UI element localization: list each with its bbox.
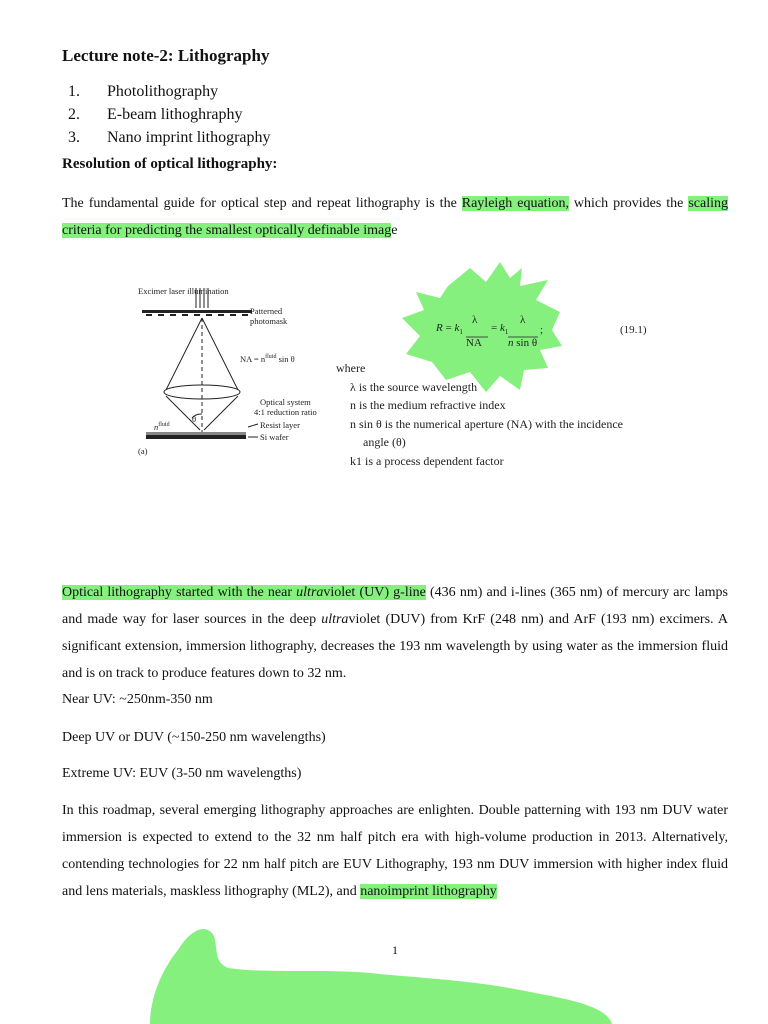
photomask-label: Patterned photomask (250, 306, 288, 326)
optical-system-label: Optical system 4:1 reduction ratio (254, 397, 317, 417)
rayleigh-equation: $R = k_1$ (436, 322, 463, 337)
extreme-uv-line: Extreme UV: EUV (3-50 nm wavelengths) (62, 766, 302, 781)
highlight: nanoimprint lithography (360, 884, 497, 899)
theta-label: θ (192, 414, 197, 424)
equation-number: (19.1) (620, 324, 647, 336)
highlight: Rayleigh equation, (461, 196, 569, 211)
na-label: NA = $n^{fluid}$ sin θ (240, 353, 295, 364)
illumination-label: Excimer laser illumination (138, 286, 229, 296)
intro-paragraph: The fundamental guide for optical step and repeat lithography is the Rayleigh equation, which provides the scaling criteria for predicting the smallest optically definable image (62, 196, 728, 238)
roadmap-paragraph: In this roadmap, several emerging lithography approaches are enlighten. Double patterning with 193 nm DUV water immersion is expected to extend to the 32 nm half pitch era with high-volume production in 2013. Alternatively, contending technologies for 22 nm half pitch are EUV Lithography, 193 nm DUV immersion with higher index fluid and lens materials, maskless lithography (ML2), and nanoimprint lithography (62, 803, 728, 899)
list-item: 2. E-beam lithoghraphy (68, 106, 243, 123)
list-item: 1. Photolithography (68, 83, 219, 100)
resist-label: Resist layer (260, 420, 300, 430)
page-number: 1 (392, 943, 398, 957)
equation-definitions: where λ is the source wavelength n is the medium refractive index n sin θ is the numerical aperture (NA) with the incidence angle (θ) k1 is a process dependent factor (336, 361, 623, 468)
deep-uv-line: Deep UV or DUV (~150-250 nm wavelengths) (62, 730, 326, 745)
panel-label: (a) (138, 446, 148, 456)
list-item: 3. Nano imprint lithography (68, 129, 271, 146)
wafer-label: Si wafer (260, 432, 289, 442)
uv-history-paragraph: Optical lithography started with the near ultraviolet (UV) g-line (436 nm) and i-lines (365 nm) of mercury arc lamps and made way for laser sources in the deep ultraviolet (DUV) from KrF (248 nm) and ArF (193 nm) excimers. A significant extension, immersion lithography, decreases the 193 nm wavelength by using water as the immersion fluid and is on track to produce features down to 32 nm. (62, 585, 728, 681)
page-title: Lecture note-2: Lithography (62, 46, 270, 65)
n-fluid-label: $n^{fluid}$ (154, 421, 170, 432)
near-uv-line: Near UV: ~250nm-350 nm (62, 692, 213, 707)
rayleigh-figure: Excimer laser illumination Patterned photomask NA = $n^{fluid}$ sin θ Optical system 4:1 reduction ratio $n^{fluid}$ θ Resist layer Si wafer (a) $R = k_1$ λ NA = $k_1$ λ n sin θ ; (19.1) where λ is the source wavelength n is the medium refractive index n sin θ is the numerical aperture (NA) with the incidence angle (θ) k1 is a process dependent factor (136, 262, 656, 470)
highlight: scaling criteria for predicting the smallest optically definable imag (62, 196, 728, 238)
section-heading: Resolution of optical lithography: (62, 156, 278, 172)
